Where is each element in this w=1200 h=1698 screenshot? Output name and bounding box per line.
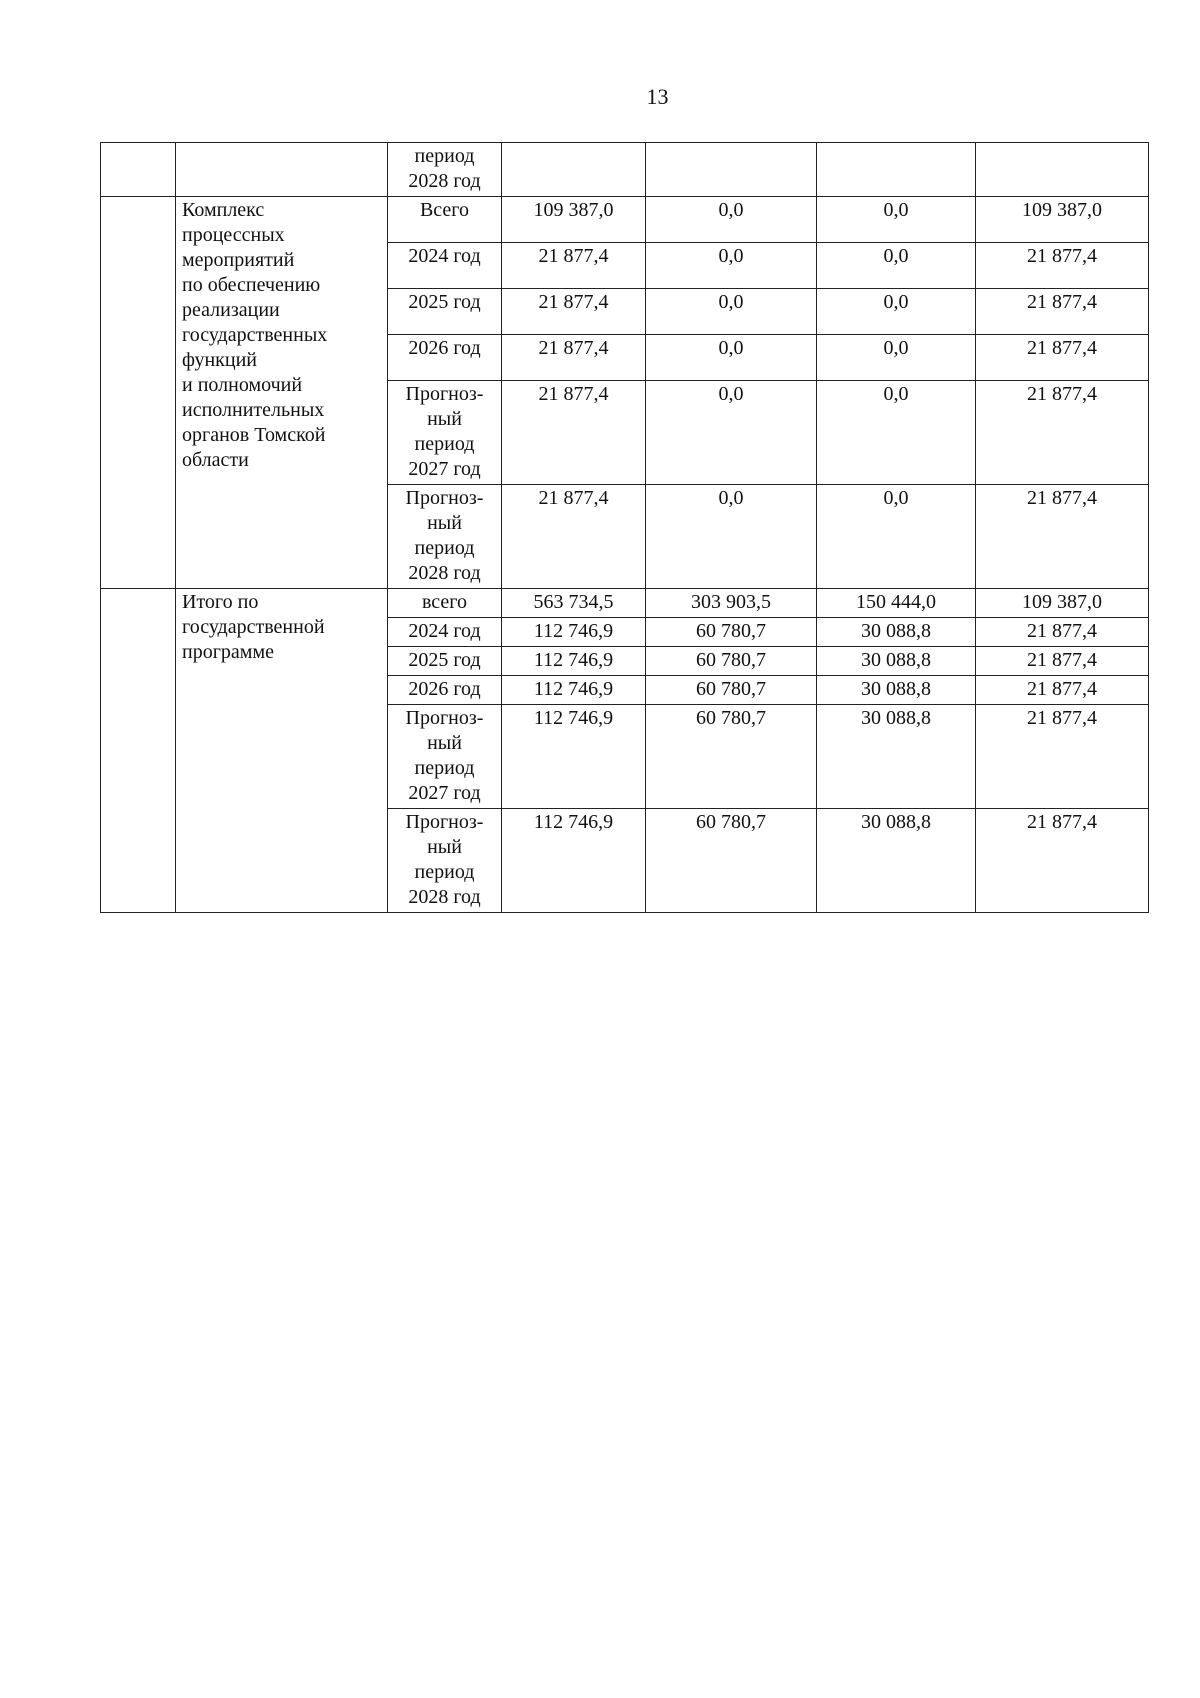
number-cell (101, 589, 176, 913)
other-cell: 21 877,4 (976, 618, 1149, 647)
regional-cell: 30 088,8 (817, 647, 976, 676)
table-row (101, 143, 1149, 197)
total-cell: 112 746,9 (502, 647, 646, 676)
federal-cell: 0,0 (646, 289, 817, 335)
other-cell: 21 877,4 (976, 705, 1149, 809)
section-name-cell: Итого по государственной программе (176, 589, 388, 913)
federal-cell: 303 903,5 (646, 589, 817, 618)
period-cell: Всего (388, 197, 502, 243)
period-cell: Прогноз- ный период 2028 год (388, 485, 502, 589)
federal-cell: 60 780,7 (646, 676, 817, 705)
name-cell (176, 143, 388, 197)
regional-cell: 0,0 (817, 243, 976, 289)
period-cell: 2024 год (388, 618, 502, 647)
other-cell: 21 877,4 (976, 381, 1149, 485)
period-line: период (414, 145, 475, 167)
period-cell: Прогноз- ный период 2027 год (388, 381, 502, 485)
financing-table (100, 142, 1149, 913)
period-cell: 2024 год (388, 243, 502, 289)
total-cell: 112 746,9 (502, 809, 646, 913)
other-cell: 21 877,4 (976, 243, 1149, 289)
regional-cell (817, 143, 976, 197)
other-cell: 21 877,4 (976, 485, 1149, 589)
period-cell: 2026 год (388, 676, 502, 705)
federal-cell: 60 780,7 (646, 705, 817, 809)
federal-cell (646, 143, 817, 197)
period-cell: всего (388, 589, 502, 618)
regional-cell: 30 088,8 (817, 676, 976, 705)
total-cell: 21 877,4 (502, 335, 646, 381)
other-cell (976, 143, 1149, 197)
regional-cell: 0,0 (817, 335, 976, 381)
total-cell: 21 877,4 (502, 381, 646, 485)
period-cell: Прогноз- ный период 2028 год (388, 809, 502, 913)
other-cell: 21 877,4 (976, 647, 1149, 676)
total-cell (502, 143, 646, 197)
total-cell: 112 746,9 (502, 618, 646, 647)
federal-cell: 0,0 (646, 197, 817, 243)
period-cell: 2025 год (388, 647, 502, 676)
total-cell: 21 877,4 (502, 243, 646, 289)
other-cell: 109 387,0 (976, 589, 1149, 618)
federal-cell: 0,0 (646, 335, 817, 381)
number-cell (101, 197, 176, 589)
federal-cell: 60 780,7 (646, 618, 817, 647)
other-cell: 109 387,0 (976, 197, 1149, 243)
regional-cell: 0,0 (817, 197, 976, 243)
total-cell: 109 387,0 (502, 197, 646, 243)
period-cell: 2026 год (388, 335, 502, 381)
table-row (101, 589, 1149, 618)
federal-cell: 0,0 (646, 243, 817, 289)
regional-cell: 150 444,0 (817, 589, 976, 618)
regional-cell: 0,0 (817, 289, 976, 335)
regional-cell: 30 088,8 (817, 618, 976, 647)
period-line: 2028 год (408, 170, 481, 192)
number-cell (101, 143, 176, 197)
other-cell: 21 877,4 (976, 335, 1149, 381)
total-cell: 21 877,4 (502, 485, 646, 589)
period-cell (388, 143, 502, 197)
period-cell: 2025 год (388, 289, 502, 335)
other-cell: 21 877,4 (976, 809, 1149, 913)
total-cell: 112 746,9 (502, 705, 646, 809)
regional-cell: 30 088,8 (817, 809, 976, 913)
section-name-cell: Комплекс процессных мероприятий по обеспечению реализации государственных функций и полномочий исполнительных органов Томской области (176, 197, 388, 589)
regional-cell: 0,0 (817, 485, 976, 589)
regional-cell: 0,0 (817, 381, 976, 485)
page-number: 13 (646, 84, 669, 109)
federal-cell: 60 780,7 (646, 647, 817, 676)
federal-cell: 0,0 (646, 485, 817, 589)
federal-cell: 0,0 (646, 381, 817, 485)
other-cell: 21 877,4 (976, 289, 1149, 335)
table-row (101, 197, 1149, 243)
total-cell: 112 746,9 (502, 676, 646, 705)
total-cell: 21 877,4 (502, 289, 646, 335)
regional-cell: 30 088,8 (817, 705, 976, 809)
federal-cell: 60 780,7 (646, 809, 817, 913)
total-cell: 563 734,5 (502, 589, 646, 618)
period-cell: Прогноз- ный период 2027 год (388, 705, 502, 809)
other-cell: 21 877,4 (976, 676, 1149, 705)
